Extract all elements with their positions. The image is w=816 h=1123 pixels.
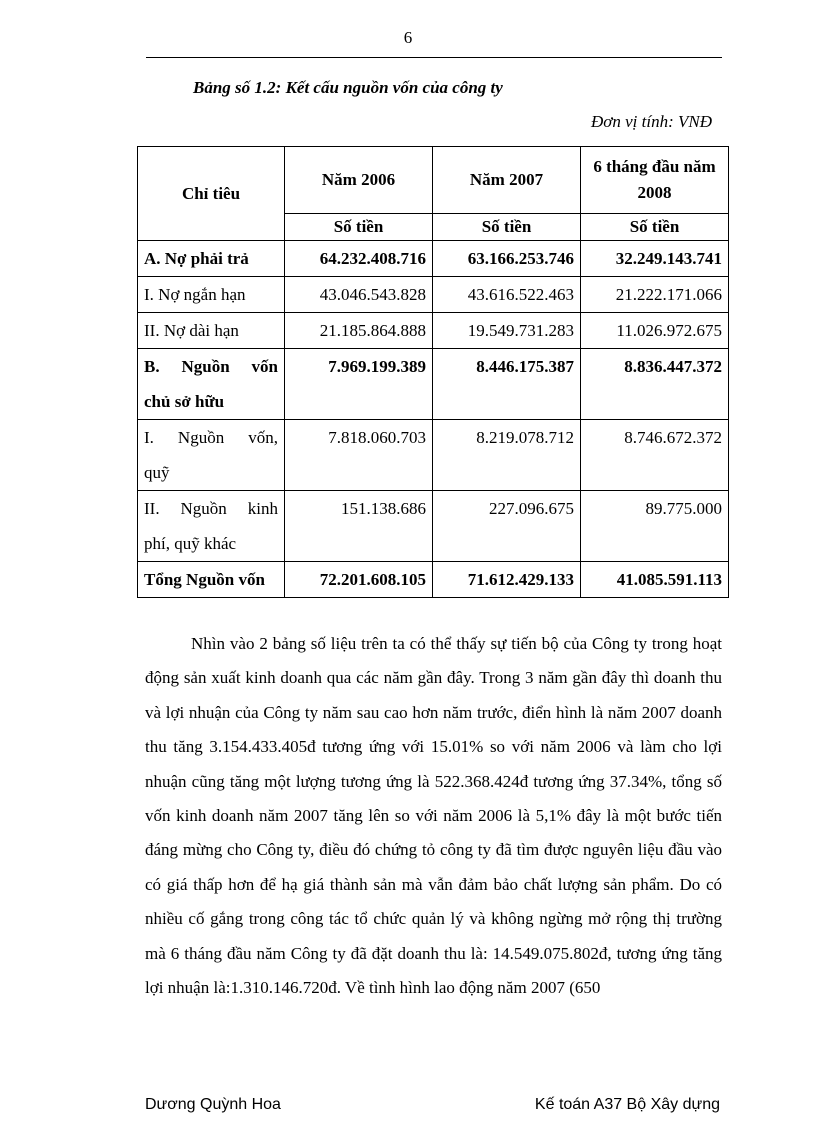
row-label-line-2: phí, quỹ khác	[144, 534, 237, 553]
row-label: A. Nợ phải trả	[138, 241, 285, 277]
value-2006: 151.138.686	[285, 491, 433, 562]
value-2007: 63.166.253.746	[433, 241, 581, 277]
row-label-line-1: I. Nguồn vốn,	[144, 428, 278, 447]
header-year-2007: Năm 2007	[433, 147, 581, 214]
page-number: 6	[403, 28, 413, 47]
value-2006: 72.201.608.105	[285, 562, 433, 598]
table-row	[138, 241, 729, 277]
value-2007: 71.612.429.133	[433, 562, 581, 598]
value-2007: 43.616.522.463	[433, 277, 581, 313]
row-label: I. Nợ ngắn hạn	[138, 277, 285, 313]
header-year-2008: 6 tháng đầu năm 2008	[581, 147, 729, 214]
header-rule	[146, 57, 722, 58]
table-title: Bảng số 1.2: Kết cấu nguồn vốn của công ty	[193, 78, 503, 97]
header-indicator: Chỉ tiêu	[138, 147, 285, 241]
table-row	[138, 277, 729, 313]
value-2006: 21.185.864.888	[285, 313, 433, 349]
table-row	[138, 420, 729, 491]
value-2008: 89.775.000	[581, 491, 729, 562]
value-2007: 19.549.731.283	[433, 313, 581, 349]
header-amount-2007: Số tiền	[433, 214, 581, 241]
value-2008: 32.249.143.741	[581, 241, 729, 277]
value-2007: 8.219.078.712	[433, 420, 581, 491]
value-2006: 7.969.199.389	[285, 349, 433, 420]
capital-structure-table	[137, 146, 729, 598]
row-label	[138, 349, 285, 420]
footer-course: Kế toán A37 Bộ Xây dựng	[534, 1096, 720, 1113]
table-row	[138, 349, 729, 420]
row-label: II. Nợ dài hạn	[138, 313, 285, 349]
row-label: Tổng Nguồn vốn	[138, 562, 285, 598]
row-label	[138, 491, 285, 562]
table-row-total	[138, 562, 729, 598]
value-2008: 8.836.447.372	[581, 349, 729, 420]
unit-label: Đơn vị tính: VNĐ	[591, 112, 712, 131]
header-amount-2006: Số tiền	[285, 214, 433, 241]
row-label-line-1: II. Nguồn kinh	[144, 499, 278, 518]
row-label-line-2: chủ sở hữu	[144, 392, 225, 411]
value-2006: 64.232.408.716	[285, 241, 433, 277]
footer-author: Dương Quỳnh Hoa	[145, 1096, 281, 1113]
value-2008: 41.085.591.113	[581, 562, 729, 598]
row-label	[138, 420, 285, 491]
body-paragraph: Nhìn vào 2 bảng số liệu trên ta có thể thấy sự tiến bộ của Công ty trong hoạt động sản xuất kinh doanh qua các năm gần đây. Trong 3 năm gần đây thì doanh thu và lợi nhuận của Công ty năm sau cao hơn năm trước, điển hình là năm 2007 doanh thu tăng 3.154.433.405đ tương ứng với 15.01% so với năm 2006 và làm cho lợi nhuận cũng tăng một lượng tương ứng là 522.368.424đ tương ứng 37.34%, tổng số vốn kinh doanh năm 2007 tăng lên so với năm 2006 là 5,1% đây là một bước tiến đáng mừng cho Công ty, điều đó chứng tỏ công ty đã tìm được nguyên liệu đầu vào có giá thấp hơn để hạ giá thành sản mà vẫn đảm bảo chất lượng sản phẩm. Do có nhiều cố gắng trong công tác tổ chức quản lý và không ngừng mở rộng thị trường mà 6 tháng đầu năm Công ty đã đặt doanh thu là: 14.549.075.802đ, tương ứng tăng lợi nhuận là:1.310.146.720đ. Về tình hình lao động năm 2007 (650	[145, 634, 722, 998]
value-2006: 7.818.060.703	[285, 420, 433, 491]
value-2006: 43.046.543.828	[285, 277, 433, 313]
row-label-line-1: B. Nguồn vốn	[144, 357, 278, 376]
value-2008: 8.746.672.372	[581, 420, 729, 491]
value-2008: 21.222.171.066	[581, 277, 729, 313]
row-label-line-2: quỹ	[144, 463, 170, 482]
header-year-2006: Năm 2006	[285, 147, 433, 214]
value-2008: 11.026.972.675	[581, 313, 729, 349]
header-amount-2008: Số tiền	[581, 214, 729, 241]
value-2007: 227.096.675	[433, 491, 581, 562]
value-2007: 8.446.175.387	[433, 349, 581, 420]
table-row	[138, 313, 729, 349]
table-row	[138, 491, 729, 562]
